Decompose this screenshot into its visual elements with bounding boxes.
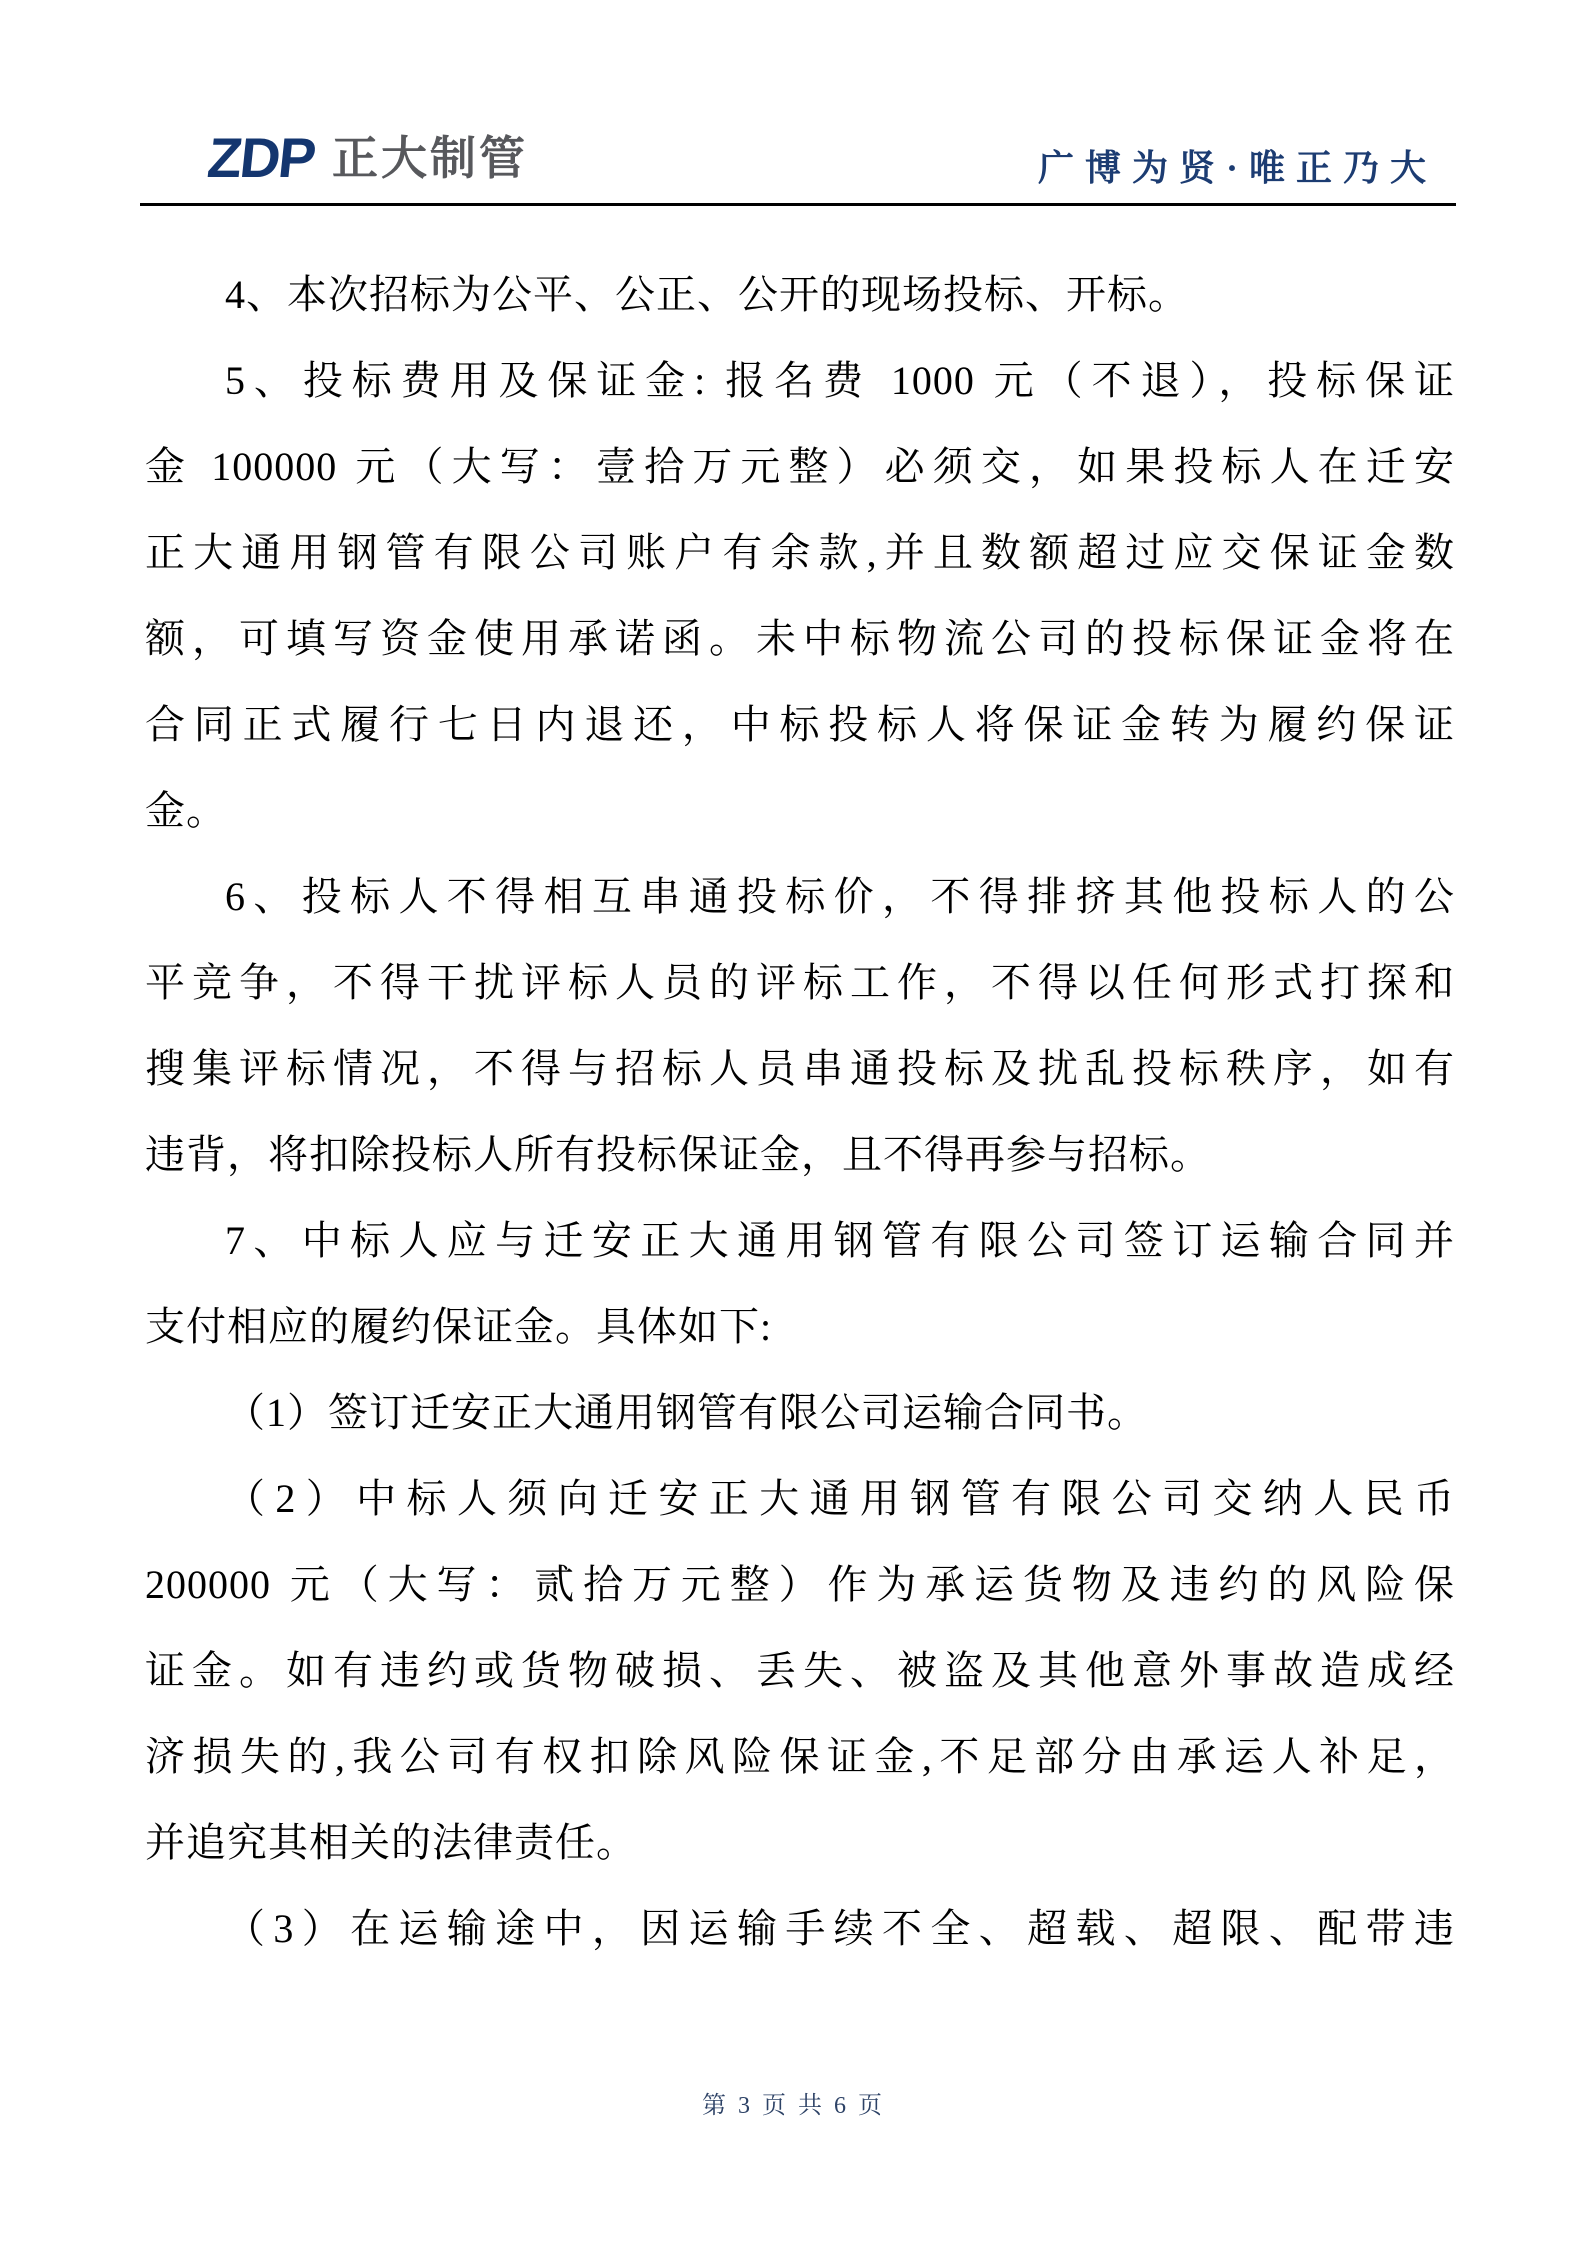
text-line: （3）在运输途中，因运输手续不全、超载、超限、配带违 [225, 1906, 1455, 1951]
text-line: 正大通用钢管有限公司账户有余款,并且数额超过应交保证金数 [145, 530, 1455, 575]
text-line: 济损失的,我公司有权扣除风险保证金,不足部分由承运人补足， [145, 1734, 1455, 1779]
text-line: 金 100000 元（大写：壹拾万元整）必须交，如果投标人在迁安 [145, 444, 1455, 489]
text-line: 200000 元（大写：贰拾万元整）作为承运货物及违约的风险保 [145, 1562, 1455, 1607]
text-line: 违背，将扣除投标人所有投标保证金，且不得再参与招标。 [145, 1132, 1211, 1177]
text-line: 合同正式履行七日内退还，中标投标人将保证金转为履约保证 [145, 702, 1455, 747]
text-line: 额，可填写资金使用承诺函。未中标物流公司的投标保证金将在 [145, 616, 1455, 661]
text-line: 6、投标人不得相互串通投标价，不得排挤其他投标人的公 [225, 874, 1455, 919]
text-line: 金。 [145, 788, 227, 833]
document-body [145, 252, 1455, 1972]
company-brand-name: 正大制管 [332, 132, 528, 184]
text-line: （2）中标人须向迁安正大通用钢管有限公司交纳人民币 [225, 1476, 1455, 1521]
zdp-logo-icon: ZDP [204, 126, 318, 189]
company-logo [204, 126, 528, 189]
text-line: 搜集评标情况，不得与招标人员串通投标及扰乱投标秩序，如有 [145, 1046, 1455, 1091]
text-line: 平竞争，不得干扰评标人员的评标工作，不得以任何形式打探和 [145, 960, 1455, 1005]
text-line: 5、投标费用及保证金: 报名费 1000 元（不退），投标保证 [225, 358, 1455, 403]
text-line: 并追究其相关的法律责任。 [145, 1820, 637, 1865]
text-line: （1）签订迁安正大通用钢管有限公司运输合同书。 [225, 1390, 1148, 1435]
text-line: 7、中标人应与迁安正大通用钢管有限公司签订运输合同并 [225, 1218, 1455, 1263]
text-line: 证金。如有违约或货物破损、丢失、被盗及其他意外事故造成经 [145, 1648, 1455, 1693]
text-line: 4、本次招标为公平、公正、公开的现场投标、开标。 [225, 272, 1189, 317]
text-line: 支付相应的履约保证金。具体如下: [145, 1304, 773, 1349]
page-number-footer: 第 3 页 共 6 页 [702, 2093, 885, 2119]
header-divider [140, 203, 1456, 206]
company-slogan: 广博为贤·唯正乃大 [1037, 148, 1437, 188]
